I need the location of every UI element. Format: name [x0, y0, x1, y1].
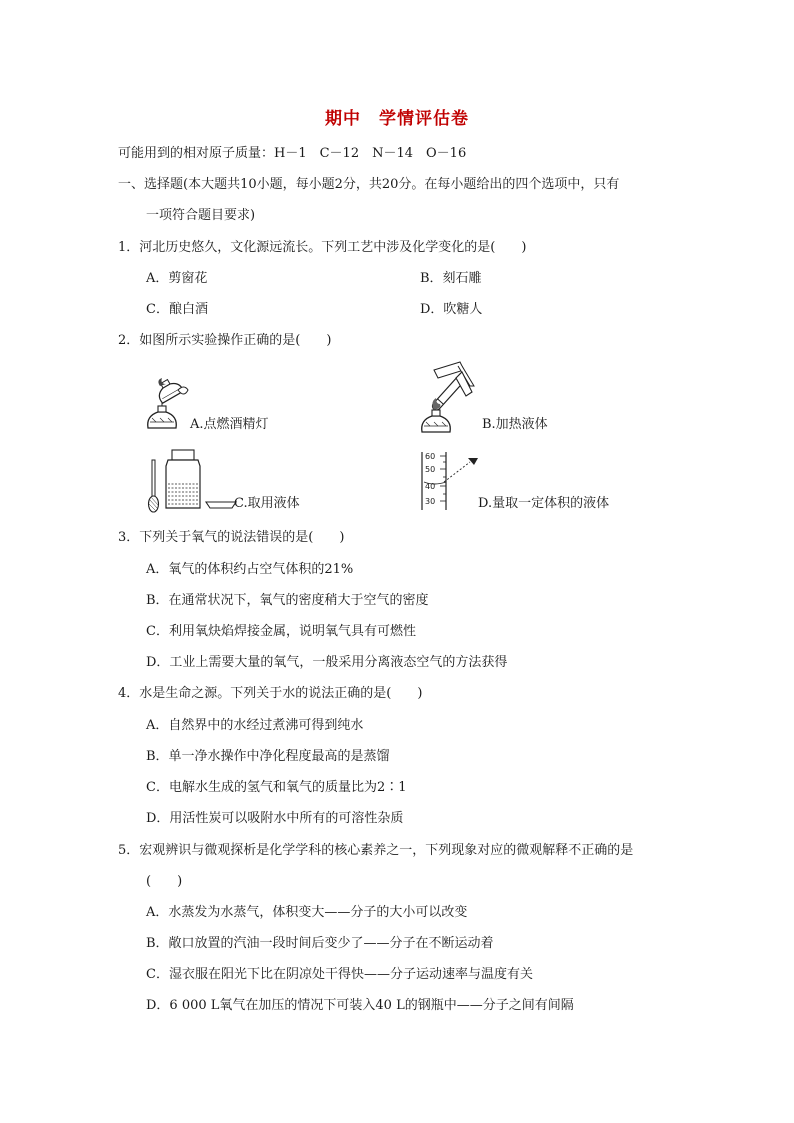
q1-option-a: A．剪窗花: [146, 271, 208, 286]
q2-option-d: D.量取一定体积的液体: [478, 496, 610, 511]
section-heading: 一、选择题(本大题共10小题，每小题2分，共20分。在每小题给出的四个选项中，只有: [118, 177, 620, 192]
cyl-tick-30: 30: [425, 497, 436, 506]
q3-option-d: D．工业上需要大量的氧气，一般采用分离液态空气的方法获得: [146, 655, 508, 670]
q4-option-b: B．单一净水操作中净化程度最高的是蒸馏: [146, 749, 390, 764]
q4-stem: 4．水是生命之源。下列关于水的说法正确的是( ): [118, 686, 423, 701]
alcohol-lamp-lighting-figure: [140, 376, 196, 434]
cyl-tick-50: 50: [425, 465, 436, 474]
section-heading-cont: 一项符合题目要求): [146, 208, 256, 223]
q3-option-a: A．氧气的体积约占空气体积的21%: [146, 562, 354, 577]
q4-option-a: A．自然界中的水经过煮沸可得到纯水: [146, 718, 364, 733]
cyl-tick-40: 40: [425, 482, 436, 491]
q5-stem: 5．宏观辨识与微观探析是化学学科的核心素养之一，下列现象对应的微观解释不正确的是: [118, 843, 634, 858]
q2-option-c: C.取用液体: [234, 496, 300, 511]
graduated-cylinder-figure: [420, 450, 482, 512]
q5-option-c: C．湿衣服在阳光下比在阴凉处干得快——分子运动速率与温度有关: [146, 967, 533, 982]
heating-liquid-figure: [414, 358, 484, 434]
q3-option-b: B．在通常状况下，氧气的密度稍大于空气的密度: [146, 593, 429, 608]
q5-stem-cont: ( ): [146, 874, 183, 889]
q2-stem: 2．如图所示实验操作正确的是( ): [118, 333, 332, 348]
q1-option-c: C．酿白酒: [146, 302, 208, 317]
q5-option-d: D．6 000 L氧气在加压的情况下可装入40 L的钢瓶中——分子之间有间隔: [146, 998, 574, 1013]
q3-stem: 3．下列关于氧气的说法错误的是( ): [118, 530, 345, 545]
taking-liquid-figure: [140, 444, 242, 514]
q5-option-a: A．水蒸发为水蒸气，体积变大——分子的大小可以改变: [146, 905, 468, 920]
q1-stem: 1．河北历史悠久，文化源远流长。下列工艺中涉及化学变化的是( ): [118, 240, 527, 255]
q1-option-d: D．吹糖人: [420, 302, 483, 317]
q1-option-b: B．刻石雕: [420, 271, 482, 286]
q5-option-b: B．敞口放置的汽油一段时间后变少了——分子在不断运动着: [146, 936, 494, 951]
q3-option-c: C．利用氧炔焰焊接金属，说明氧气具有可燃性: [146, 624, 416, 639]
atomic-mass-note: 可能用到的相对原子质量：H－1 C－12 N－14 O－16: [118, 146, 467, 161]
q2-option-b: B.加热液体: [482, 417, 548, 432]
page-title: 期中 学情评估卷: [325, 109, 469, 129]
cyl-tick-60: 60: [425, 452, 436, 461]
q4-option-c: C．电解水生成的氢气和氧气的质量比为2∶1: [146, 780, 407, 795]
q4-option-d: D．用活性炭可以吸附水中所有的可溶性杂质: [146, 811, 404, 826]
q2-option-a: A.点燃酒精灯: [190, 417, 269, 432]
